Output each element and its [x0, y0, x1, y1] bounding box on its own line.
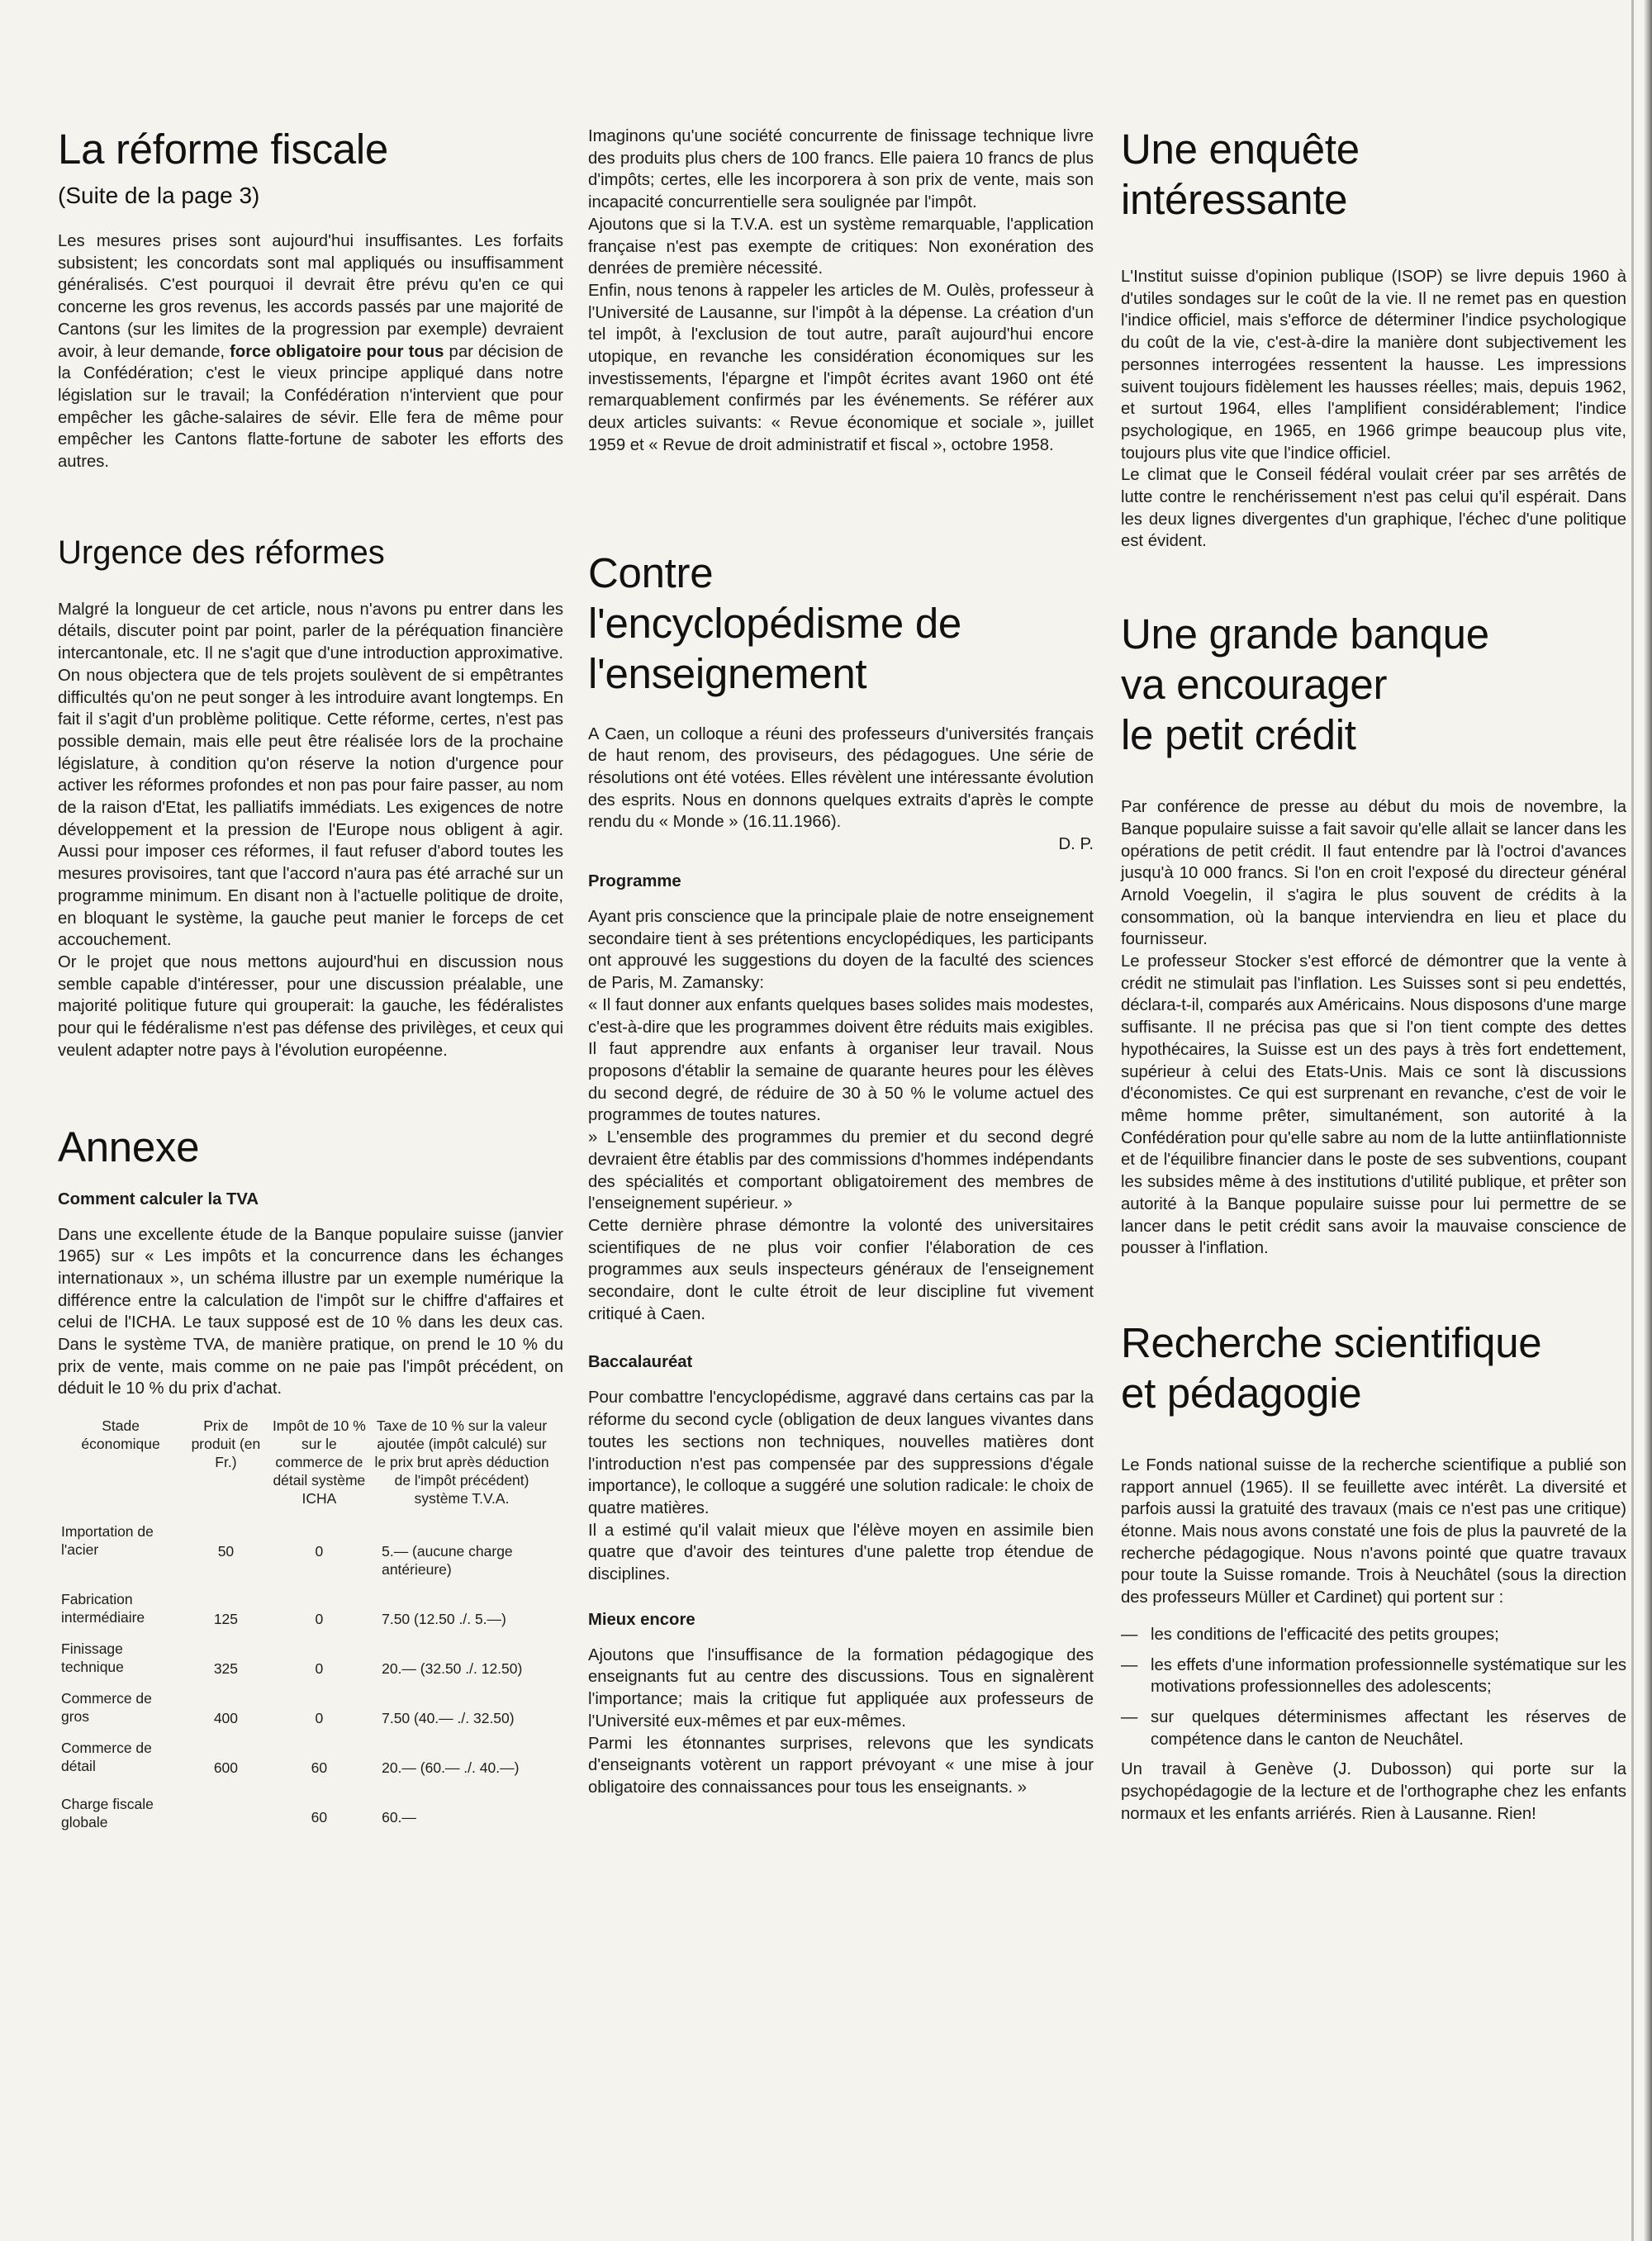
- paragraph: « Il faut donner aux enfants quelques bases solides mais modestes, c'est-à-dire que les programmes doivent être réduits mais exigibles. Il faut apprendre aux enfants à organiser leur travail. Nous proposons d'établir la semaine de quarante heures pour les élèves du second degré, de réduire de 30 à 50 % le volume actuel des programmes de toutes natures.: [588, 995, 1094, 1125]
- table-cell-tva: 20.— (60.— ./. 40.—): [382, 1759, 520, 1777]
- table-cell-stade: Importation de l'acier: [61, 1523, 154, 1559]
- subheading: Mieux encore: [588, 1610, 695, 1629]
- paragraph: Malgré la longueur de cet article, nous n'avons pu entrer dans les détails, discuter point par point, parler de la péréquation financière intercantonale, etc. Il ne s'agit que d'une introduction approximative. On nous objectera que de tels projets soulèvent de si empêtrantes difficultés qu'on ne peut songer à les introduire avant longtemps. En fait il s'agit d'un problème politique. Cette réforme, certes, n'est pas possible demain, mais elle peut être réalisée lors de la prochaine législature, à condition qu'on réserve la notion d'urgence pour activer les réformes profondes et non pas pour faire passer, au nom de la raison d'Etat, les palliatifs immédiats. Les exigences de notre développement et la pression de l'Europe nous obligent à agir. Aussi pour imposer ces réformes, il faut refuser d'abord toutes les mesures provisoires, tant que l'accord n'aura pas été arraché sur un programme minimum. En disant non à l'actuelle politique de droite, en bloquant le système, la gauche peut manier le forceps de cet accouchement.: [58, 600, 563, 950]
- title-line: et pédagogie: [1121, 1369, 1362, 1417]
- table-row: [58, 1640, 553, 1689]
- article-title-reforme-fiscale: La réforme fiscale: [58, 126, 388, 173]
- table-row: [58, 1590, 553, 1640]
- table-cell-icha: 60: [311, 1759, 328, 1777]
- paragraph: Le climat que le Conseil fédéral voulait créer par ses arrêtés de lutte contre le renchérissement n'est pas celui qu'il espérait. Dans les deux lignes divergentes d'un graphique, l'échec d'une politique est évident.: [1121, 466, 1626, 551]
- article-subtitle: (Suite de la page 3): [58, 183, 260, 208]
- paragraph: Ajoutons que si la T.V.A. est un système remarquable, l'application française n'est pas exempte de critiques: Non exonération des denrées de première nécessité.: [588, 215, 1094, 278]
- article-title-annexe: Annexe: [58, 1123, 200, 1170]
- signature: D. P.: [1058, 835, 1094, 854]
- subheading: Comment calculer la TVA: [58, 1189, 259, 1208]
- table-cell-stade: Commerce de gros: [61, 1690, 152, 1726]
- table-cell-tva: 60.—: [382, 1809, 416, 1826]
- paragraph: Cette dernière phrase démontre la volonté des universitaires scientifiques de ne plus voir confier l'élaboration de ces programmes aux seuls inspecteurs généraux de l'enseignement secondaire, dont le culte étroit de leur discipline fut vivement critiqué à Caen.: [588, 1216, 1094, 1323]
- paragraph: L'Institut suisse d'opinion publique (ISOP) se livre depuis 1960 à d'utiles sondages sur le coût de la vie. Il ne remet pas en question l'indice officiel, mais s'efforce de déterminer l'indice psychologique du coût de la vie, c'est-à-dire la manière dont subjectivement les personnes interrogées ressentent la hausse. Les impressions suivent toujours fidèlement les hausses réelles; mais, depuis 1962, et surtout 1964, elles l'amplifient considérablement; l'indice psychologique, en 1965, en 1966 grimpe beaucoup plus vite, toujours plus vite que l'indice officiel.: [1121, 268, 1626, 463]
- table-cell-stade: Commerce de détail: [61, 1740, 152, 1775]
- research-list: [1121, 1624, 1626, 1751]
- table-row: [58, 1522, 553, 1590]
- bold-text: force obligatoire pour tous: [230, 342, 444, 361]
- list-item: — les conditions de l'efficacité des petits groupes;: [1121, 1624, 1626, 1646]
- table-row: [58, 1689, 553, 1739]
- text-run: par décision de la Confédération; c'est le vieux principe appliqué dans notre législation sur le travail; la Confédération n'intervient que pour empêcher les gâche-salaires de sévir. Elle fera de même pour empêcher les Cantons flatte-fortune de saboter les efforts des autres.: [58, 342, 563, 472]
- tva-table: [58, 1417, 553, 1843]
- title-line: l'encyclopédisme de: [588, 599, 961, 647]
- table-row: [58, 1788, 553, 1843]
- section-title-urgence: Urgence des réformes: [58, 534, 385, 571]
- table-cell-prix: 50: [217, 1543, 235, 1560]
- table-row: [58, 1739, 553, 1788]
- table-cell-prix: 325: [213, 1660, 239, 1678]
- table-cell-stade: Fabrication intermédiaire: [61, 1591, 145, 1626]
- subheading: Baccalauréat: [588, 1353, 693, 1372]
- paragraph: Ayant pris conscience que la principale plaie de notre enseignement secondaire tient à ses prétentions encyclopédiques, les participants ont approuvé les suggestions du doyen de la faculté des sciences de Paris, M. Zamansky:: [588, 908, 1094, 993]
- table-cell-prix: 125: [213, 1611, 239, 1628]
- title-line: Contre: [588, 548, 714, 596]
- table-header: Taxe de 10 % sur la valeur ajoutée (impôt calculé) sur le prix brut après déduction de l'impôt précédent) système T.V.A.: [374, 1417, 549, 1507]
- paragraph: Par conférence de presse au début du mois de novembre, la Banque populaire suisse a fait savoir qu'elle allait se lancer dans les opérations de petit crédit. Il faut entendre par là l'octroi d'avances jusqu'à 10 000 francs. Si l'on en croit l'exposé du directeur général Arnold Voegelin, il s'agira le plus souvent de crédits à la consommation, où la banque interviendra en lieu et place du fournisseur.: [1121, 798, 1626, 949]
- title-line: l'enseignement: [588, 649, 867, 697]
- list-item: — les effets d'une information professionnelle systématique sur les motivations professionnelles des adolescents;: [1121, 1655, 1626, 1698]
- page-fold-shadow: [1631, 0, 1634, 2241]
- table-cell-prix: 400: [213, 1710, 239, 1727]
- table-header: Stade économique: [81, 1417, 160, 1453]
- table-cell-icha: 0: [315, 1543, 324, 1560]
- table-header-row: [58, 1417, 553, 1522]
- paragraph: [58, 230, 563, 473]
- article-title-enquete: [1121, 124, 1626, 225]
- paragraph: Le professeur Stocker s'est efforcé de démontrer que la vente à crédit ne stimulait pas l'inflation. Les Suisses sont si peu endettés, déclara-t-il, comparés aux Américains. Nous disposons d'une marge suffisante. Il ne précisa pas que si l'on tient compte des dettes hypothécaires, la Suisse est un des pays à très fort endettement, supérieur à celui des Etats-Unis. Mais ce sont là discussions d'économistes. Ce qui est surprenant en revanche, c'est de voir le même homme prêter, simultanément, son autorité à la Confédération pour qu'elle sabre au nom de la lutte antiinflationniste et de l'équilibre financier dans le poste de ses subventions, coupant les subsides même à des institutions d'utilité publique, et prêter son autorité à la Banque populaire suisse pour lui permettre de se lancer dans le petit crédit sans avoir la mauvaise conscience de pousser à l'inflation.: [1121, 952, 1626, 1258]
- table-cell-stade: Charge fiscale globale: [61, 1796, 154, 1831]
- table-cell-tva: 5.— (aucune charge antérieure): [382, 1543, 513, 1579]
- paragraph: Or le projet que nous mettons aujourd'hui en discussion nous semble capable d'intéresser, pour une discussion préalable, une majorité politique future qui grouperait: la gauche, les fédéralistes pour qui le fédéralisme n'est pas défense des privilèges, et ceux qui veulent adapter notre pays à l'évolution européenne.: [58, 952, 563, 1060]
- paragraph: Imaginons qu'une société concurrente de finissage technique livre des produits plus chers de 100 francs. Elle paiera 10 francs de plus d'impôts; certes, elle les incorporera à son prix de vente, mais son incapacité concurrentielle sera soulignée par l'impôt.: [588, 127, 1094, 212]
- paragraph: Parmi les étonnantes surprises, relevons que les syndicats d'enseignants votèrent un rapport prévoyant « une mise à jour obligatoire des connaissances pour tous les enseignants. »: [588, 1734, 1094, 1797]
- table-cell-prix: 600: [213, 1759, 239, 1777]
- paragraph: A Caen, un colloque a réuni des professeurs d'universités français de haut renom, des proviseurs, des pédagogues. Une série de résolutions ont été votées. Elles révèlent une intéressante évolution des esprits. Nous en donnons quelques extraits d'après le compte rendu du « Monde » (16.11.1966).: [588, 724, 1094, 832]
- paragraph: Il a estimé qu'il valait mieux que l'élève moyen en assimile bien quatre que d'avoir des teintures d'une palette trop étendue de disciplines.: [588, 1521, 1094, 1584]
- list-item: — sur quelques déterminismes affectant les réserves de compétence dans le canton de Neuchâtel.: [1121, 1707, 1626, 1750]
- column-middle: [588, 126, 1094, 1799]
- paragraph: Le Fonds national suisse de la recherche scientifique a publié son rapport annuel (1965). Il se feuillette avec intérêt. La diversité et parfois aussi la gratuité des travaux (mais ce n'est pas une critique) étonne. Mais nous avons constaté une fois de plus la pauvreté de la recherche pédagogique. Nous n'avons pointé que quatre travaux pour toute la Suisse romande. Trois à Neuchâtel (sous la direction des professeurs Müller et Cardinet) qui portent sur :: [1121, 1455, 1626, 1607]
- paragraph: » L'ensemble des programmes du premier et du second degré devraient être établis par des commissions d'hommes indépendants des spécialités et comportant obligatoirement des membres de l'enseignement supérieur. »: [588, 1128, 1094, 1213]
- table-cell-icha: 0: [315, 1660, 324, 1678]
- paragraph: Pour combattre l'encyclopédisme, aggravé dans certains cas par la réforme du second cycle (obligation de deux langues vivantes dans toutes les sections non techniques, nouvelles matières dont l'introduction n'est pas compensée par des suppressions d'égale importance), le colloque a suggéré une solution radicale: le choix de quatre matières.: [588, 1389, 1094, 1517]
- column-left: [58, 124, 563, 1843]
- table-cell-stade: Finissage technique: [61, 1640, 124, 1676]
- text-run: Les mesures prises sont aujourd'hui insuffisantes. Les forfaits subsistent; les concordats sont mal appliqués ou insuffisamment généralisés. C'est pourquoi il devrait être prévu qu'en ce qui concerne les gros revenus, les accords passés par une majorité de Cantons (sur les limites de la progression par exemple) devraient avoir, à leur demande,: [58, 232, 563, 361]
- title-line: le petit crédit: [1121, 711, 1356, 759]
- paragraph: Un travail à Genève (J. Dubosson) qui porte sur la psychopédagogie de la lecture et de l'orthographe chez les enfants normaux et les enfants arriérés. Rien à Lausanne. Rien!: [1121, 1760, 1626, 1823]
- table-cell-icha: 0: [315, 1710, 324, 1727]
- paragraph: Dans une excellente étude de la Banque populaire suisse (janvier 1965) sur « Les impôts et la concurrence dans les échanges internationaux », un schéma illustre par un exemple numérique la différence entre la calculation de l'impôt sur le chiffre d'affaires et celui de l'ICHA. Le taux supposé est de 10 % dans les deux cas. Dans le système TVA, de manière pratique, on prend le 10 % du prix de vente, mais comme on ne paie pas l'impôt précédent, on déduit le 10 % du prix d'achat.: [58, 1225, 563, 1398]
- article-title-recherche: [1121, 1318, 1626, 1418]
- title-line: Une enquête: [1121, 126, 1360, 173]
- title-line: intéressante: [1121, 176, 1348, 223]
- table-header: Impôt de 10 % sur le commerce de détail système ICHA: [272, 1417, 366, 1507]
- article-title-grande-banque: [1121, 609, 1626, 760]
- table-cell-tva: 20.— (32.50 ./. 12.50): [382, 1660, 523, 1678]
- table-cell-prix: [183, 1788, 268, 1843]
- title-line: Une grande banque: [1121, 610, 1489, 658]
- table-cell-icha: 0: [315, 1611, 324, 1628]
- table-header: Prix de produit (en Fr.): [191, 1417, 261, 1471]
- article-title-contre-encyclopedisme: [588, 548, 1094, 699]
- title-line: Recherche scientifique: [1121, 1318, 1542, 1366]
- title-line: va encourager: [1121, 661, 1388, 709]
- paragraph: Enfin, nous tenons à rappeler les articles de M. Oulès, professeur à l'Université de Lausanne, sur l'impôt à la dépense. La création d'un tel impôt, à l'exclusion de tout autre, paraît aujourd'hui encore utopique, en revanche les considération économiques sur les investissements, l'épargne et l'impôt écrites avant 1960 ont été remarquablement confirmés par les événements. Se référer aux deux articles suivants: « Revue économique et sociale », juillet 1959 et « Revue de droit administratif et fiscal », octobre 1958.: [588, 281, 1094, 454]
- table-cell-tva: 7.50 (40.— ./. 32.50): [382, 1710, 515, 1727]
- table-cell-tva: 7.50 (12.50 ./. 5.—): [382, 1611, 506, 1628]
- page-edge: [1644, 0, 1652, 2241]
- column-right: [1121, 124, 1626, 1825]
- subheading: Programme: [588, 872, 681, 891]
- paragraph: Ajoutons que l'insuffisance de la formation pédagogique des enseignants fut au centre des discussions. Tous en signalèrent l'importance; mais la critique fut appliquée aux professeurs de l'Université eux-mêmes et par eux-mêmes.: [588, 1645, 1094, 1731]
- table-cell-icha: 60: [311, 1809, 328, 1826]
